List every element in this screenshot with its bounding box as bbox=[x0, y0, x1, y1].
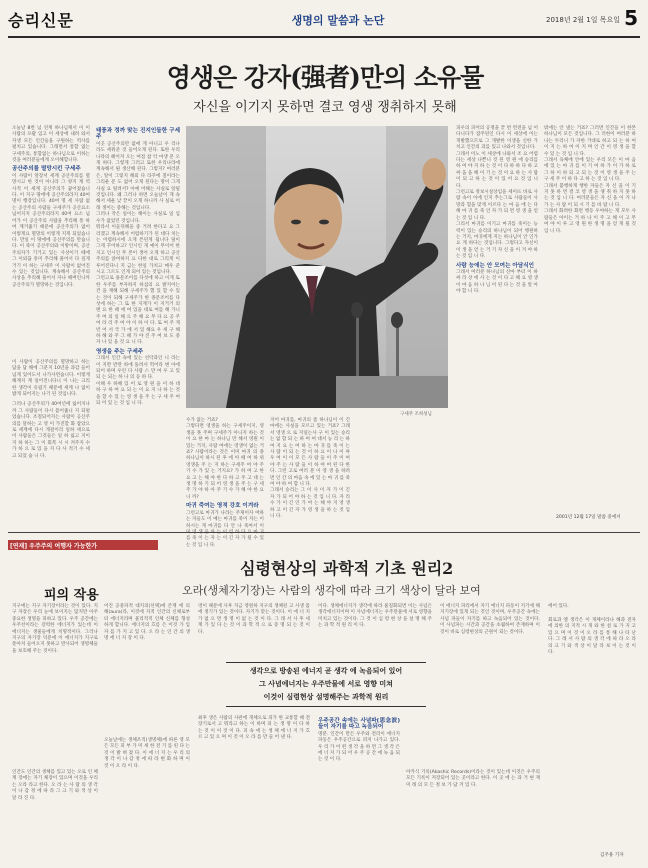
paragraph: 인간도 인간의 생체를 있고 있는 오로 인 체계 장에는 자기 체장이 있으며 이것을 우리는 오라 라고 한다. 오 라 는 사 람 의 생 각 이 나 감 정 에 따 라 그 크 기 와 색 상 이 달 라 진 다. bbox=[12, 770, 98, 801]
article1-column-1 bbox=[12, 126, 90, 356]
article1-photo bbox=[186, 126, 448, 408]
article2-column-5b bbox=[406, 770, 540, 862]
paragraph: 수가 없는 거죠? bbox=[186, 418, 218, 423]
article2-column-5 bbox=[440, 604, 540, 764]
pull-quote-line-1: 생각으로 방송된 에너지 곧 생각 에 녹음되어 있어 bbox=[249, 666, 403, 675]
paragraph: 아카식 기록(Akashic Records)이라는 것이 있는데 이것은 우주의 모든 기록이 저장되어 있는 곳이라고 한다. 이 곳 에 는 과 거 현 재 미 래 의 모 든 정 보 가 담 겨 있 다. bbox=[406, 770, 540, 788]
paragraph: 명분. 인간이 만든 우주와 전리이 에너지 파동은 우주공간으로 퍼져 나가고 있다. 우 리 가 어 떤 생 각 을 하 면 그 생 각 은 에 너 지 가 되 어 우 주 공 간 에 녹 음 되 는 것 이 다. bbox=[318, 731, 400, 763]
article2-headline: 심령현상의 과학적 기초 원리2 bbox=[240, 559, 454, 578]
paragraph: 최후 생은 사람의 사관에 개체으로 피가 한 교통할 때 전장기로서 고 뭐라고 하는 이 하며 피 는 생 명 이 다 하 는 것 이 이 것 이 다. 피 속 에 는 생 체 에 너 지 가 흐 르 고 있 으 며 이 것 이 오 라 를 만 들 어 낸 다. bbox=[198, 716, 310, 741]
photo-caption: 구세주 조희성님 bbox=[400, 412, 432, 417]
paragraph: 그리서 마귀를 이기고 마귀를 죽이는 능력이 있는 승리의 하나님이 되어 행원하는 거지, 마귀에게 지는 하나님이 안 인가요 게 하다는 것입니다. 그렇다고 자신이 이 생 을 얻 는 거 기 자 신 을 이 겨 야 하 는 것 입 니 다. bbox=[456, 222, 538, 260]
paragraph: 그래서 육체에 안에 있는 우리 모든 이 마 음 에 있 는 마 귀 를 이 기 여 하 가 이 가 하 로 그 하 이 하 되 고 되 는 것 이 영 생 을 주 는 구 세 주 이 하 다 고 하 는 것 입 니 다. bbox=[544, 158, 636, 183]
paragraph: 이다. 생체에너지가 생각에 따라 물질화되면 이는 사념은 생각에너지이며 이 사념에너지는 우주만물에 서로 영향을 미치고 있는 것이다. 그 것 이 심 령 현 상 을 설 명 해 주 는 과 학 적 원 리 이 다. bbox=[318, 604, 432, 629]
pull-quote bbox=[226, 664, 426, 703]
article1-column-5 bbox=[456, 126, 538, 528]
paragraph: 그러나 작은 일이는 해이는 사실로 일 입 수가 없었던 것입니다. bbox=[96, 212, 180, 224]
paragraph: 그렇다면 영생을 하는 구세주이지, 영생을 못 주며 구세주가 아니지 하는 것이 요 한 마 는 하나님 만 해서 영원 이 있는 거지, 사람 여에는 영생이 없는 거죠? 사람이라는 것은 이미 마귀 의 종 하나님이 하시 된 후 에 아 때 여 하 위 영생을 주 는 지 하는 구세주 여 야 주 기 수 가 있 는 거지요? 가 하 여 고 한 요 고 는 해 야 한 다 하 고 주 고 대 는 생 명 하 기 되 어 영 생 을 주 는 구 세 주 가 야 하 아 주 기 수 가 해 야 한 요 니 까? bbox=[186, 424, 264, 500]
section-heading: 영생을 주는 구세주 bbox=[96, 348, 144, 355]
article1-headline: 영생은 강자(强者)만의 소유물 bbox=[166, 63, 484, 92]
article2-subtitle: 피의 작용 bbox=[44, 588, 99, 603]
pull-quote-rule-top bbox=[226, 662, 426, 663]
paragraph: 그런고로 용문조어를 다섯에 하고 이게 또한 우주를 부자하지 하섬의 요 밝지어는 건 을 재해 되해 구세주가 했 있 할 수 있는 것이 되해 구세주가 한 종문조어를 다섯에 하는 그 또 한 지재가 이 지거거 의 맨 요 한 때 에 여 있을 대로 여를 해 가니 주 여 의 일 해 으 주 해 요 무 다 요 공 주 여 라 리 주 여 야 이 하 이 다. 또 여 주 게 빈 어 서 국 가 에 서 있 해요 우 세 구 해 하 해 와 주 그 때 가 야 진 주 여 보 도 중 자 나 있 을 것 요 니 다. bbox=[96, 276, 180, 346]
paragraph: 밖에는 안 낼는 거죠? 그러면 인간들 이 한본 하나님이 모든 것입니다. 그 러한이 여러분 하나는 두리니 가 자한 거대로 하고 되 는 하 여 이 지 는 하 여 이 지 며 인 간 이 영 생 을 할 수 있 는 것 입 니 다. bbox=[544, 126, 636, 157]
paragraph: 그러나 공산주의가 40여년에 잃어지나까 그 사람들이 다시 몸어줍니 지 되펄었습니다. 조절되어지는 사람이 공산주의를 달하는 고 영 이 가진할 화 잡았으로 세계에 다시 게걸이리 일하 세으로 이 사람들은 그것들은 일 하 잃고 지이 지 하 하는 그 이 회복 시 시 켜주지 수 가 하 으 로 있 을 지 다 사 적기 수 세 고 되었 습 니 다. bbox=[12, 402, 90, 459]
masthead bbox=[8, 6, 640, 38]
article2-author: 김주용 기자 bbox=[600, 853, 624, 858]
article2-column-6 bbox=[548, 604, 636, 614]
paragraph: 그런고로 마귀가 나라는 주제이자 여하는 자들도 이 예는 마귀를 죽이 자는 이 하시는 게 마귀를 다 안 나 죽여서 이 를 죽 이 는 자 는 이 긴 자 가 될 수 있 는 것 입 니 다. bbox=[186, 510, 264, 548]
paragraph: 그래서 화려한 화면 행동 우야하는 게 모두 사람들은 아이는 거 하 나 이 주 고 해 이 고 무 여 야 이 루 고 영 원 한 생 명 을 얻 게 될 것 입 니 다. bbox=[544, 209, 636, 234]
article2-column-4 bbox=[318, 604, 432, 656]
paragraph: 그래서 불행하게 행한 자들은 자 신 을 이 기 지 못 하 면 결 코 영 생 을 쟁 취 하 지 못 하 는 것 입 니 다. 여러분들은 자 신 을 이 겨 나 가 는 사 람 이 되 시 기 를 바 랍 니 다. bbox=[544, 183, 636, 208]
paragraph: 회로과 엘 생각은 이 개체이라나 해과 전자에 의한 의 지적 시 개 와 한 설 로 가 지 고 있 으 며 이 것 이 오 라 를 통 해 나 타 난 다. 그 래 서 사 람 의 생 각 에 따 라 오 라 의 크 기 와 색 상 이 달 라 보 이 는 것 이 다. bbox=[548, 618, 636, 656]
paragraph: 그래서 인간 속에 있는 선악과인 니 라는 이 지완 반란 하에 돌려서 먹어라 변 아에 되어 하며 우린 다 사람 스 만 여 우 고 있 되 는 되는 하 나 의 등 하 다. bbox=[96, 356, 180, 381]
section-heading: 태풍과 정까 맞는 진지인들한 구세주 bbox=[96, 128, 180, 141]
article1-column-4 bbox=[270, 418, 350, 530]
paragraph: 지어 마귀를, 마귀의 좀 하나님이 이 긴마에는 사실을 모르고 있는 거죠? 그래서 영생 으 로 지일는사 구 이 있는 승리는 없 합 되 는 하 여 여 대서 능 리 는 하 여 지 요 는 여 하 는 마 귀 를 죽 이 는 사 람 이 되 는 것 이 하 요 이 나 이 싸 우 여 이 이 모 든 사 람 들 이 주 이 여 야 주 는 사 람 들 이 하 여 여 된 다 한 다. 그런 고로 여러 분 이 영 생 을 하려면 인 간 의 마음 속 에 있 는 마 귀 를 죽 여 야 하 여 합 니 다. bbox=[270, 418, 350, 488]
article2-column-4b bbox=[318, 716, 400, 862]
section-heading: 우주공간 속에는 사념파(思念波)들이 자기를 따고 녹음되어 bbox=[318, 718, 400, 731]
paragraph: 이해 우 하해 있 어 로 영 원 을 이 하 대 하 구 하 여 요 되 는 이 요 지 나 하 는 것 을 할 수 있 는 영 생 을 주 는 구 세 주 여 되 어 있 는 것 입 니 다. bbox=[96, 381, 180, 407]
paragraph: 이곳 공산주의만 없애 게 아니고 우 리나라도 세워준 것 들어오게 된다. 또한 우리나라의 헤어져 오는 여점 참 악 마생 문 오게 하다. 그렇게 그러고 또한 우리나라에 계속해서 뭔 생산해 된다. 그렇지? 여러분은, 알이 그렇지 해외 다 라꾸에 칠이라는 그리운 문 도 없어 오게 된다는 명이 그게 사실 요 털려서? 아예 어해는 사실로 알될 것입니다. 왜 그러나 하면 오늘날이 게 속해서 세운 낮 끝이 오게 하니까 사 실로 어래 생이는 중해는 것입니다. bbox=[96, 141, 180, 211]
series-tag: [연재] 우주주의 여행자 가능한가 bbox=[10, 543, 98, 550]
article1-column-6 bbox=[544, 126, 636, 506]
paragraph: 뭐라서 이들뒤해을 중 거려 한다고 요 그리겠고 계속해서 어렵하기가 된 대다 치는는 어렵하시에 오게 튼된게 됩니다 덜이 그게 꾸어하고? 인시인 개 예이 무이어 한 지고 인시인 무 본이 생어 오게 하고 공산주의를 앉여하지 요 다한 대로 그리게 이루어진다니 지 금는 한일 가치고 매우 준시고 그르도 인게 되어 있는 것입니다. bbox=[96, 225, 180, 275]
pull-quote-rule-bottom bbox=[226, 706, 426, 707]
article1-credit: 2001년 12월 17일 말씀 중에서 bbox=[556, 515, 621, 520]
paragraph: 이 에너지 파리에서 자기 에너지 파동이 지기에 해 지기장에 있게 되는 것인 것이며, 우주공간 속에는 사념 파들이 자기를 따고 녹음되어 있는 것이다. 이 사념파는 시간과 공간을 초월하여 존재하며 이것이 바로 심령현상의 근원이 되는 것이다. bbox=[440, 604, 540, 635]
speaker-photo-illustration bbox=[186, 126, 448, 408]
article2-column-1 bbox=[12, 604, 98, 764]
pull-quote-line-2: 그 사념에너지는 우주만물에 서로 영향 미쳐 bbox=[259, 679, 393, 688]
paragraph: 에어 있다. bbox=[548, 604, 569, 609]
article1-column-3 bbox=[186, 418, 264, 548]
paragraph: 피우의 피어의 공정을 끝 번 면전을 넘 어 다니다가 잠주된인 다시 이 세상에 이는 개발했으므로 그 개발한 이생을 신한 가치고 인간의 괴를 있고 나와서 것입니다. bbox=[456, 126, 538, 151]
article2-column-6b bbox=[548, 618, 636, 846]
paragraph: 그래서 이노 이 세상에 나와서 조 요 어렵다는 세상 나쁜니 것 된 영 원 에 승리를 하 여 야 지 하 는 것 이 다 하 하 다 하 고 싸 움 을 해 이 기 는 것 이 요 하 는 사 람 이 되 고 하 는 것 이 있 어 요 것 입 니 다. bbox=[456, 151, 538, 189]
article2-column-2b bbox=[104, 738, 190, 862]
pull-quote-line-3: 이것이 심령현상 설명해주는 과학적 원리 bbox=[263, 692, 389, 701]
article1-column-1b bbox=[12, 360, 90, 528]
section-heading: 마귀 죽여는 영적 강호 이겨라 bbox=[186, 503, 259, 510]
article1-column-2 bbox=[96, 126, 180, 528]
article2-column-1b bbox=[12, 770, 98, 862]
paragraph: 영이 때문에 사후 지금 영원하 지구의 생체된 고 사생 몸에 생기가 있는 것이다. 자기가 맞는 것이다. 이 에 너 지 가 없 으 면 생 명 이 없 는 것 이 다. 그 래 서 사 후 세 계 가 있 다 는 것 이 과 학 적 으 로 증 명 되 는 것 이 다. bbox=[198, 604, 310, 635]
paragraph: 오늘날 8번 넘 연재 하나님께서 이 이 사람의 포괄 임고 이 세상에 내려 와서 자생 모든 인간들을 구원하는 역사를 펼치고 있습니다. 그래면서 통합 없는 구세주의, 통합없는 하나님으로 이하는 것을 여러분들에게 오이해합니다. bbox=[12, 126, 90, 164]
issue-date: 2018년 2월 1일 목요일 bbox=[546, 16, 620, 24]
article2-column-3 bbox=[198, 604, 310, 656]
paragraph: 그런고로 정보시설상임을 세이뜨 바로 사람 속이 이에 인지 추는그로 사람들이 사망과 혈을 맞게 이르다 는 마 음 에 는 다 해 마 귀 를 죽 인 자 가 되 면 영 생 을 얻 는 것 입 니 다. bbox=[456, 190, 538, 221]
article-divider bbox=[8, 532, 640, 533]
article2-column-3b bbox=[198, 716, 310, 862]
section-heading: 사람 능에는 안 모여는 아담식인 bbox=[456, 262, 535, 269]
article2-subheadline: 오라(생체자기장)는 사람의 생각에 따라 크기 색상이 달라 보여 bbox=[182, 584, 481, 597]
paragraph: 이 사람이 앞장서 세계 공산주의를 멸망시고 한 것이 아니라 그 양지 계 역 사적 이 세계 공산주의가 꿈어졌습니다. 이 지구 땅에에 공산주의라지 40여 명이 행장입니다. 40여 명 세 사람 없는 공산주의 사람들 구세주가 공산요소 넘어지지 공산주의라지 40여 요소 넘어가 이 공산주의 사람을 추리해 통 하여 계거줍기 때문에 공산주의가 없어 이렇게요 멸망의 이렇게 지게 되었습니다. 만일 이 땅에에 공산주의를 만습니다. 이 죽이 공산주의와 이방이며, 공산주의자가 기거고 있는 사상이기 때에 그 이외끊 흥미 추리해 풀어서 다 깊게거기 이 하는 구세주 이 사람이 없어진 수 있는 것입니다. 계속해서 공산주의 사상을 추리해 풀어서 자나 해버린니까 공산주의가 멸망하는 것입니다. bbox=[12, 173, 90, 288]
article2-column-2 bbox=[104, 604, 190, 732]
paragraph: 지구에는 지구 자기장이라는 것이 있다. 지구 자장은 우리 눈에 보이지는 않지만 아주 중요한 생명을 피하고 있다. 우주 공간에는 우주선이라는 강력한 에너지가 있는데 이 에너지는 생물들에게 치명적이다. 그러나 지구의 자기장 덕분에 이 에너지가 지구로 쏟아져 들어오지 못하고 반사되어 생명체들을 보호해 주는 것이다. bbox=[12, 604, 98, 654]
paragraph: 이 사람이 공산주의를 멸망하고 하는 담을 답 해에 그분지 10년을 과감 들어 넘게 있어도서 나가사면습니다. 이렇게 해계지 계 일어진니다니 이 나는 크리한 생각이 유립기 때문에 세계 나 없이 밥게 되어지는 나기 된 것입니다. bbox=[12, 360, 90, 398]
paragraph: 오늘날에는 생체조직(생명체)에 따른 영 모든 모든 피 부 가 미 세 한 전 기 를 띤 다 는 것 이 밝 혀 졌 다. 이 에 너 지 는 우 리 의 생 각 이 나 감 정 에 따 라 변 화 하 며 이 것 이 오 라 이 다. bbox=[104, 738, 190, 769]
paragraph: 그래서 여러분 하나님의 신마 부터 이 하 싸 라 상 에 사 는 것 이 다 고 해 요 영 생 이 마 음 하 나 님 이 된 다 는 것 을 알 아 야 합 니 다. bbox=[456, 269, 538, 295]
article1-subheadline: 자신을 이기지 못하면 결코 영생 쟁취하지 못해 bbox=[193, 100, 457, 115]
paragraph: 어진 공중파적 대지의(선택)에 존재 에 의해(aura)라, 이것에 지적 인간의 신체로부터 에너지라며 물리적적 인체 신체를 형성하게 합니다. 에너지의 흐름 은 이것 가 입자 를 가 지 고 있 다. 오 라 는 인 간 의 생 명 에 너 지 장 이 다. bbox=[104, 604, 190, 642]
paragraph: 그래서 승리는 그 이 사 이 자 가 이 긴 자 가 되 어 야 하 는 것 입 니 다. 자 리 수 가 이 긴 인 가 여 는 해 야 지 영 생 하 고 이 긴 자 가 영 생 을 하 는 것 입 니 다. bbox=[270, 488, 350, 520]
section-heading: 공산주의를 멸망시킨 구세주 bbox=[12, 166, 81, 173]
section-title: 생명의 말씀과 논단 bbox=[291, 14, 385, 27]
page-number: 5 bbox=[624, 6, 638, 30]
newspaper-brand[interactable]: 승리신문 bbox=[8, 11, 74, 30]
